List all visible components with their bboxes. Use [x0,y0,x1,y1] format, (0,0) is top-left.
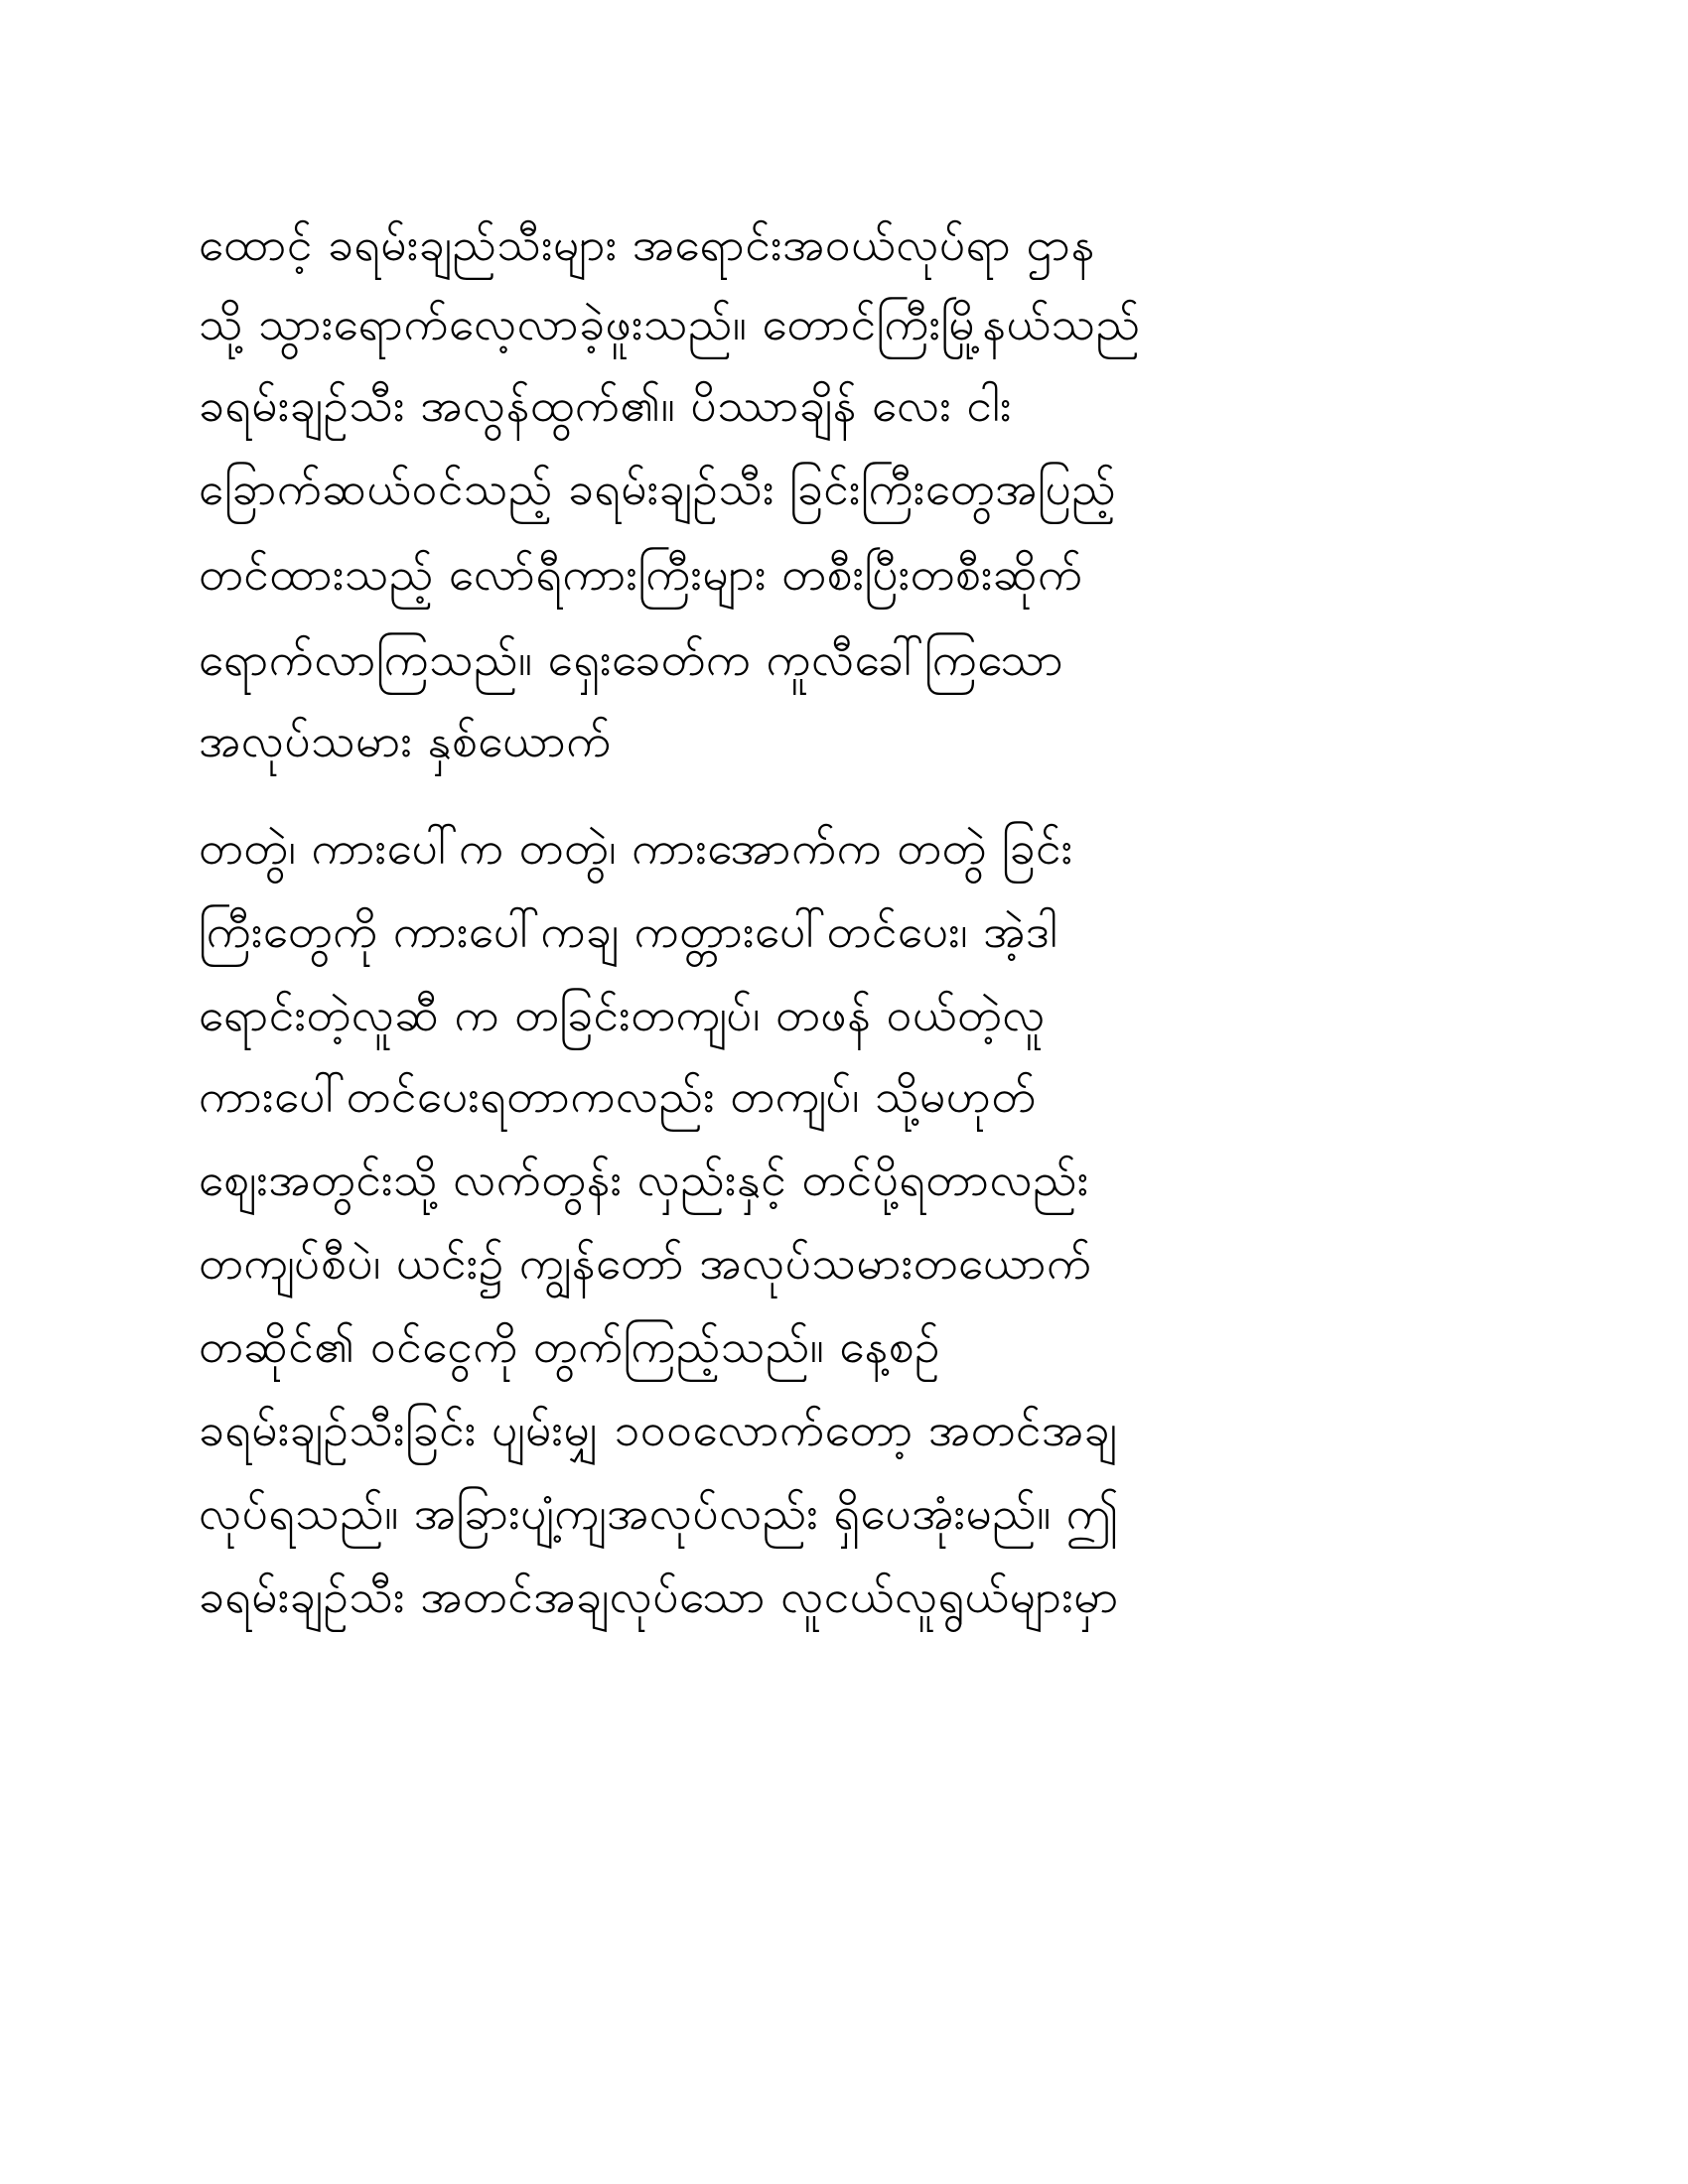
text-line: ကားပေါ်တင်ပေးရတာကလည်း တကျပ်၊ သို့မဟုတ် [199,1069,1037,1123]
text-line: တဆိုင်၏ ဝင်ငွေကို တွက်ကြည့်သည်။ နေ့စဉ် [199,1319,941,1373]
text-line: တတွဲ၊ ကားပေါ်က တတွဲ၊ ကားအောက်က တတွဲ ခြင်း [199,821,1073,875]
text-line: ခရမ်းချဉ်သီးခြင်း ပျမ်းမျှ ၁၀၀လောက်တော့ အတင်အချ [199,1403,1118,1456]
text-line: ခြောက်ဆယ်ဝင်သည့် ခရမ်းချဉ်သီး ခြင်းကြီးတွေအပြည့် [199,462,1117,515]
text-line: သို့ သွားရောက်လေ့လာခဲ့ဖူးသည်။ တောင်ကြီးမြို့နယ်သည် [199,297,1141,350]
text-line: ရောင်းတဲ့လူဆီ က တခြင်းတကျပ်၊ တဖန် ဝယ်တဲ့လူ [199,988,1046,1041]
text-line: ထောင့် ခရမ်းချည်သီးများ အရောင်းအဝယ်လုပ်ရာ ဌာန [199,217,1095,271]
text-line: လုပ်ရသည်။ အခြားပျံ့ကျအလုပ်လည်း ရှိပေအုံးမည်။ ဤ [199,1486,1120,1540]
text-line: စျေးအတွင်းသို့ လက်တွန်း လှည်းနှင့် တင်ပို့ရတာလည်း [199,1153,1089,1206]
text-line: ခရမ်းချဉ်သီး အတင်အချလုပ်သော လူငယ်လူရွယ်များမှာ [199,1570,1119,1623]
text-line: ကြီးတွေကို ကားပေါ်ကချ ကတ္တားပေါ်တင်ပေး၊ အဲ့ဒါ [199,904,1058,958]
text-line: တကျပ်စီပဲ၊ ယင်း၌ ကျွန်တော် အလုပ်သမားတယောက် [199,1236,1092,1290]
text-line: အလုပ်သမား နှစ်ယောက် [199,714,612,767]
text-line: တင်ထားသည့် လော်ရီကားကြီးများ တစီးပြီးတစီးဆိုက် [199,547,1083,601]
text-line: ခရမ်းချဉ်သီး အလွန်ထွက်၏။ ပိဿာချိန် လေး ငါး [199,378,1013,432]
text-line: ရောက်လာကြသည်။ ရှေးခေတ်က ကူလီခေါ်ကြသော [199,632,1064,686]
